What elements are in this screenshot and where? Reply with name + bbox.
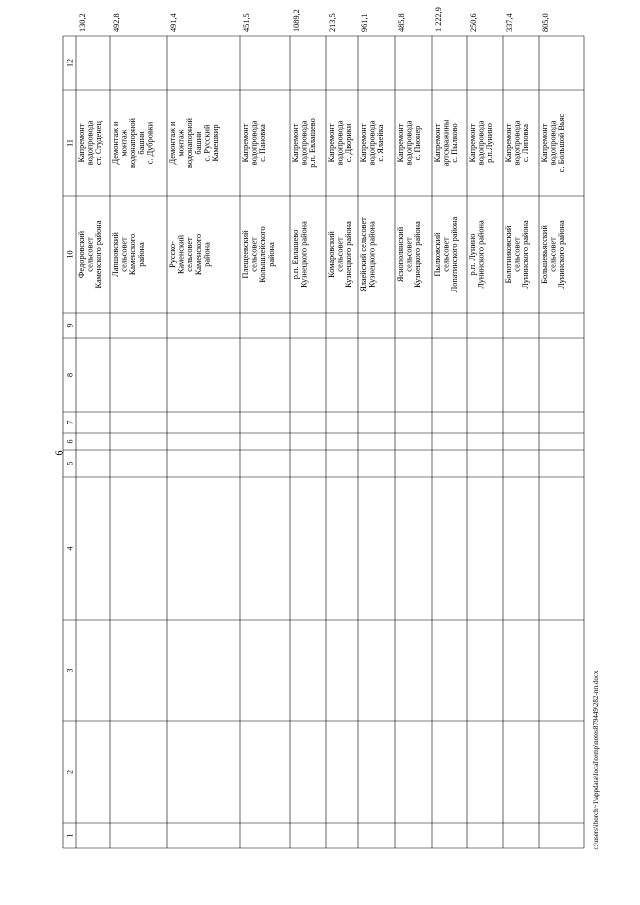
column-number: 6 — [65, 439, 75, 444]
work-description-cell: р.п.Лунино — [485, 123, 495, 163]
municipality-cell: сельсовет — [85, 237, 95, 272]
work-description-cell: монтаж — [176, 129, 186, 157]
work-description-cell: водопровода — [476, 120, 486, 166]
municipality-cell: сельсовет — [441, 237, 451, 272]
column-number: 11 — [65, 139, 75, 147]
municipality-cell: Пылковский — [433, 232, 442, 277]
municipality-cell: сельсовет — [404, 237, 414, 272]
municipality-cell: Лунинского района — [557, 220, 567, 289]
work-description-cell: с. Дубровки — [145, 121, 155, 165]
column-number: 12 — [65, 59, 75, 67]
work-description-cell: водопровода — [404, 120, 414, 166]
work-description-cell: Капремонт — [396, 123, 405, 163]
municipality-cell: Большевьясский — [540, 225, 549, 284]
work-description-cell: с. Русский — [202, 124, 212, 162]
municipality-cell: Плещеевский — [241, 230, 250, 279]
work-description-cell: Демонтаж и — [168, 121, 177, 165]
municipality-cell: Кузнецкого района — [367, 221, 377, 288]
amount-cell: 250,6 — [469, 13, 478, 32]
work-description-cell: монтаж — [119, 129, 129, 157]
municipality-cell: Каменского — [193, 233, 203, 276]
work-description-cell: водопровода — [548, 120, 558, 166]
work-description-cell: водопровода — [85, 120, 95, 166]
municipality-cell: района — [266, 242, 276, 267]
work-description-cell: башни — [136, 131, 146, 155]
municipality-cell: Ялаейский сельсовет — [359, 217, 368, 292]
work-description-cell: с. Пановка — [258, 124, 268, 162]
work-description-cell: с. Пионер — [413, 125, 423, 161]
municipality-cell: Болотниковский — [504, 225, 513, 284]
column-number: 8 — [65, 373, 75, 377]
amount-cell: 485,8 — [397, 13, 406, 32]
footer-file-path: c:\users\iborch~1\appdata\local\temp\notes879449\282-пп.docx — [592, 670, 600, 850]
municipality-cell: сельсовет — [548, 237, 558, 272]
work-description-cell: Капремонт — [504, 123, 513, 163]
amount-cell: 1 222,9 — [434, 7, 443, 32]
work-description-cell: Камешкир — [211, 124, 220, 162]
column-number: 7 — [65, 420, 75, 425]
work-description-cell: водопровода — [249, 120, 259, 166]
work-description-cell: Капремонт — [468, 123, 477, 163]
municipality-cell: Каменского района — [94, 220, 104, 289]
amount-cell: 337,4 — [505, 13, 514, 32]
work-description-cell: с. Липовка — [521, 124, 531, 162]
amount-cell: 961,1 — [360, 13, 369, 32]
municipality-cell: Русско- — [168, 241, 177, 268]
municipality-cell: сельсовет — [185, 237, 195, 272]
work-description-cell: ст. Студенец — [94, 121, 104, 165]
work-description-cell: Капремонт — [359, 123, 368, 163]
column-number: 10 — [65, 250, 75, 259]
amount-cell: 805,0 — [541, 13, 550, 32]
municipality-cell: Кузнецкого района — [413, 221, 423, 288]
column-number: 9 — [65, 323, 75, 328]
amount-cell: 130,2 — [78, 13, 87, 32]
amount-cell: 451,5 — [242, 13, 251, 32]
amount-cell: 1089,2 — [292, 9, 301, 32]
work-description-cell: Капремонт — [291, 123, 300, 163]
municipality-cell: района — [202, 242, 212, 267]
column-number: 4 — [65, 546, 75, 551]
municipality-cell: Яснополянский — [396, 226, 405, 283]
municipality-cell: р.п. Лунино — [468, 233, 477, 276]
work-description-cell: артскважины — [441, 119, 451, 167]
work-description-cell: Капремонт — [540, 123, 549, 163]
municipality-cell: сельсовет — [249, 237, 259, 272]
page-number: 6 — [54, 450, 66, 456]
municipality-cell: Колышлейского — [258, 226, 268, 283]
municipality-cell: Федоровский — [77, 230, 86, 279]
municipality-cell: района — [136, 242, 146, 267]
municipality-cell: Кузнецкого района — [299, 221, 309, 288]
work-description-cell: водонапорной — [128, 118, 138, 168]
municipality-cell: Комаровский — [327, 231, 336, 278]
municipality-cell: сельсовет — [335, 237, 345, 272]
municipality-cell: сельсовет — [512, 237, 522, 272]
municipality-cell: Лунинского района — [521, 220, 531, 289]
amount-cell: 213,5 — [328, 13, 337, 32]
column-number: 2 — [65, 770, 75, 774]
work-description-cell: Капремонт — [433, 123, 442, 163]
amount-cell: 491,4 — [169, 13, 178, 32]
work-description-cell: с. Ялаейка — [376, 124, 386, 162]
municipality-cell: Каменского — [128, 233, 138, 276]
column-number: 1 — [65, 833, 75, 838]
column-number: 5 — [65, 461, 75, 466]
municipality-cell: сельсовет — [119, 237, 129, 272]
work-description-cell: р.п. Евлашево — [308, 118, 318, 168]
work-description-cell: с. Пылково — [450, 123, 460, 163]
work-description-cell: водопровода — [335, 120, 345, 166]
work-description-cell: Демонтаж и — [111, 121, 120, 165]
work-description-cell: с. Большой Вьяс — [557, 113, 567, 173]
municipality-cell: Каменский — [176, 234, 186, 275]
work-description-cell: Капремонт — [327, 123, 336, 163]
work-description-cell: водопровода — [367, 120, 377, 166]
work-description-cell: водонапорной — [185, 118, 195, 168]
work-description-cell: башни — [193, 131, 203, 155]
municipality-cell: Лопатинского района — [450, 216, 460, 293]
work-description-cell: Капремонт — [241, 123, 250, 163]
work-description-cell: водопровода — [512, 120, 522, 166]
column-number: 3 — [65, 668, 75, 673]
municipality-cell: Лапшовский — [111, 232, 120, 277]
municipality-cell: Кузнецкого района — [344, 221, 354, 288]
work-description-cell: водопровода — [299, 120, 309, 166]
amount-cell: 492,8 — [112, 13, 121, 32]
municipality-cell: р.п. Евлашево — [291, 229, 300, 280]
municipality-cell: Лунинского района — [476, 220, 486, 289]
work-description-cell: Капремонт — [77, 123, 86, 163]
work-description-cell: с. Дворики — [344, 123, 354, 163]
